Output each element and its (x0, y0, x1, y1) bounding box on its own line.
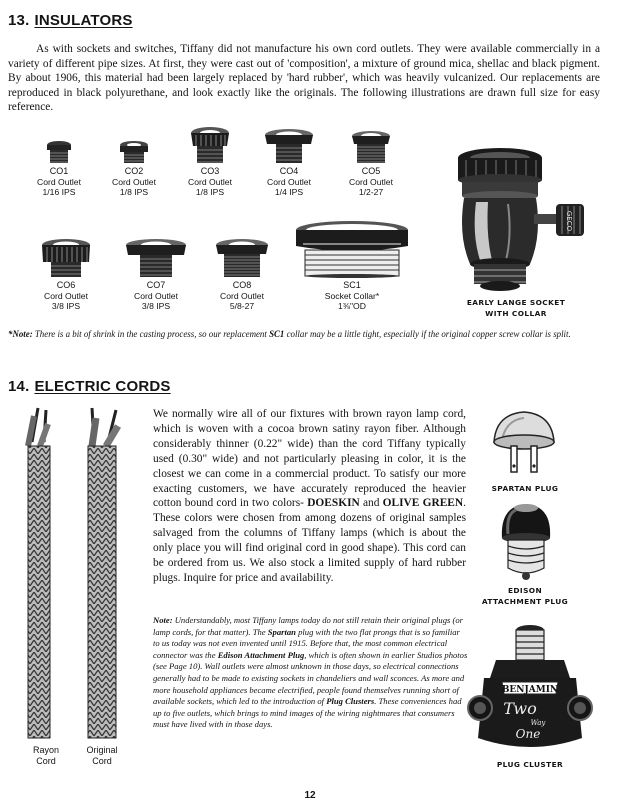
rayon-cord-line1: Rayon (32, 745, 59, 755)
insulators-intro-paragraph: As with sockets and switches, Tiffany did not manufacture his own cord outlets. They were available commercially in a variety of different pipe sizes. At first, they were cast out of 'composition', a mixture of ground mica, shellac and black pigment. By about 1906, this material had been largely replaced by 'hard rubber', which was heavily vulcanized. Our replacements are reproduced in black polyurethane, and look exactly like the originals. The following illustrations are drawn full size for easy reference. (8, 43, 600, 114)
part-name: Cord Outlet (188, 176, 232, 187)
part-code: CO4 (279, 166, 299, 176)
cords-text-2: . These colors were chosen from among dozens of original samples salvaged from the columns of Tiffany lamps (which is about the only place you will find original cord in good shape). This cord can be ordered from us. We also stock a limited supply of hard rubber plugs. Inquire for price and availability. (153, 497, 466, 584)
part-name: Cord Outlet (37, 176, 81, 187)
section-13-title: INSULATORS (34, 12, 133, 29)
part-name: Cord Outlet (44, 290, 88, 301)
part-co7 (120, 238, 192, 312)
part-code: CO6 (56, 280, 76, 290)
page-number: 12 (304, 790, 316, 801)
color-olive-green: OLIVE GREEN (382, 497, 464, 510)
part-co5 (340, 130, 402, 198)
section-14-title: ELECTRIC CORDS (34, 378, 171, 395)
edison-label-line1: EDISON (507, 586, 543, 595)
cords-note-d: . These conveniences had up to five outlets, which brings to mind images of the wiring nightmares that consumers must have lived with in those days. (153, 696, 462, 730)
part-code: CO2 (124, 166, 144, 176)
original-cord-line2: Cord (92, 756, 112, 766)
note-text-1: There is a bit of shrink in the casting process, so our replacement (32, 329, 270, 339)
co3-outlet-illustration (188, 126, 232, 164)
cords-note-spartan: Spartan (267, 626, 296, 637)
part-co3 (182, 126, 238, 198)
original-cord-label (74, 745, 130, 767)
part-size: 5/8-27 (229, 301, 255, 311)
part-size: 1/8 IPS (119, 187, 149, 197)
note-bold-code: SC1 (269, 329, 285, 339)
part-size: 1/4 IPS (274, 187, 304, 197)
part-name: Cord Outlet (267, 176, 311, 187)
plug-cluster-illustration (466, 622, 596, 758)
co2-outlet-illustration (118, 140, 150, 164)
part-name: Cord Outlet (134, 290, 178, 301)
part-co2 (108, 140, 160, 198)
cluster-word-two: Two (503, 699, 537, 718)
co5-outlet-illustration (349, 130, 393, 164)
cluster-word-one: One (515, 727, 541, 741)
part-code: CO3 (200, 166, 220, 176)
note-prefix: *Note: (8, 329, 33, 339)
part-size: 3/8 IPS (141, 301, 171, 311)
section-14-number: 14. (8, 378, 30, 395)
original-cord-line1: Original (86, 745, 118, 755)
insulators-note (8, 328, 600, 341)
part-code: SC1 (343, 280, 361, 290)
part-code: CO1 (49, 166, 69, 176)
cords-note-label: Note: (153, 615, 173, 625)
spartan-plug-illustration (488, 410, 560, 480)
cords-note (153, 615, 468, 731)
cords-note-c: , which is often shown in earlier Studios photos (see Page 10). Wall outlets were almost unknown in those days, so electrical connections generally had to be made to existing sockets in chandeliers and wall sconces. As more and more household appliances became electrified, people found themselves running short of available sockets, which led to the introduction of (153, 649, 468, 707)
co6-outlet-illustration (39, 238, 93, 278)
part-name: Cord Outlet (220, 290, 264, 301)
plug-cluster-label: PLUG CLUSTER (496, 760, 564, 769)
co1-outlet-illustration (45, 140, 73, 164)
lange-socket-label (436, 297, 596, 319)
part-size: 1⅜"OD (338, 301, 366, 311)
cords-and: and (359, 497, 383, 510)
cords-note-clusters: Plug Clusters (326, 696, 375, 707)
cluster-word-way: Way (530, 719, 546, 727)
edison-label-line2: ATTACHMENT PLUG (481, 597, 569, 606)
socket-brand-text: GECO (565, 210, 573, 232)
part-code: CO8 (232, 280, 252, 290)
cords-illustration (22, 406, 142, 742)
co7-outlet-illustration (124, 238, 188, 278)
part-code: CO5 (361, 166, 381, 176)
part-sc1 (290, 220, 414, 312)
rayon-cord-line2: Cord (36, 756, 56, 766)
socket-label-line1: EARLY LANGE SOCKET (466, 298, 566, 307)
lange-socket-illustration (448, 146, 588, 296)
cords-note-edison: Edison Attachment Plug (217, 649, 305, 660)
part-size: 1/8 IPS (195, 187, 225, 197)
section-13-heading (8, 12, 133, 29)
cords-text-1: We normally wire all of our fixtures with brown rayon lamp cord, which is woven with a cocoa brown satiny rayon fiber. Although considerably thinner (0.22" wide) than the cord Tiffany typically used (0.30" wide) and not particularly pleasing in color, it is the closest we can come in a commercial product. To satisfy our more exacting customers, we have accurately reproduced the heavier cotton bound cord in two colors- (153, 408, 466, 510)
cords-note-a: Understandably, most Tiffany lamps today do not still retain their original plugs (or lamp cords, for that matter). The (153, 615, 464, 637)
part-name: Socket Collar* (324, 290, 380, 301)
part-size: 3/8 IPS (51, 301, 81, 311)
part-name: Cord Outlet (112, 176, 156, 187)
spartan-plug-label: SPARTAN PLUG (491, 484, 559, 493)
rayon-cord-label (18, 745, 74, 767)
cluster-brand-text: BENJAMIN (501, 685, 559, 695)
edison-plug-label (460, 585, 590, 607)
part-size: 1/16 IPS (42, 187, 76, 197)
section-13-number: 13. (8, 12, 30, 29)
part-co6 (36, 238, 96, 312)
section-14-heading (8, 378, 171, 395)
socket-label-line2: WITH COLLAR (485, 309, 547, 318)
edison-plug-illustration (494, 502, 558, 582)
cords-note-b: plug with the two flat prongs that is so familiar to us today was not even invented until 1915. Before that, the most common electrical connector was the (153, 626, 460, 660)
part-co1 (34, 140, 84, 198)
color-doeskin: DOESKIN (307, 497, 360, 510)
part-co8 (210, 238, 274, 312)
note-text-2: collar may be a little tight, especially if the original copper screw collar is split. (284, 329, 571, 339)
part-co4 (258, 128, 320, 198)
co8-outlet-illustration (214, 238, 270, 278)
part-name: Cord Outlet (349, 176, 393, 187)
cords-paragraph (153, 407, 466, 586)
part-size: 1/2-27 (358, 187, 384, 197)
sc1-socket-collar-illustration (293, 220, 411, 278)
co4-outlet-illustration (263, 128, 315, 164)
part-code: CO7 (146, 280, 166, 290)
